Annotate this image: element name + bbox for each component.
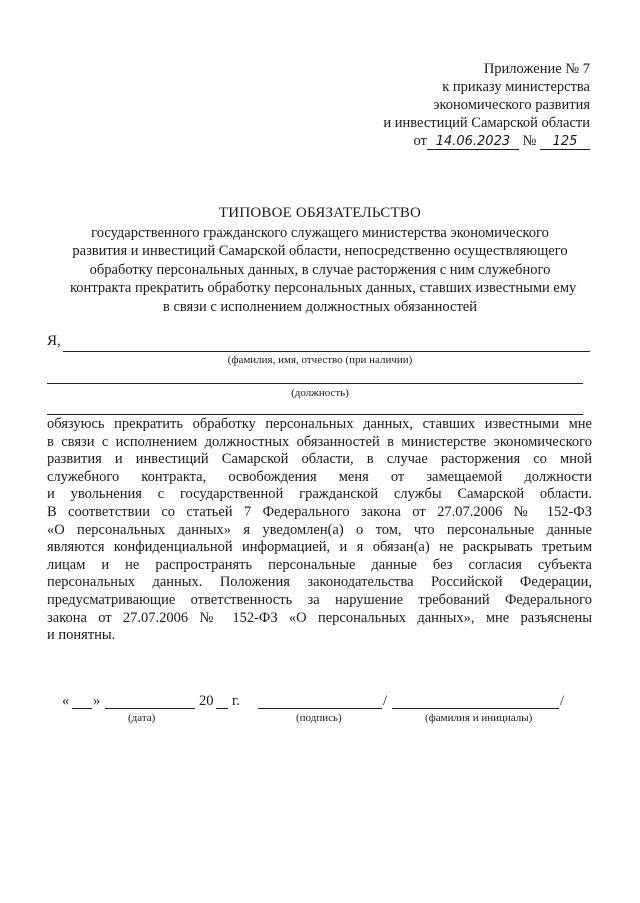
name-fill-line[interactable] [63, 351, 590, 352]
initials-fill-line[interactable] [392, 708, 559, 709]
signature-caption: (подпись) [296, 712, 342, 724]
quote-open: « [62, 693, 70, 709]
obligation-body [47, 416, 592, 645]
extra-fill-line[interactable] [47, 414, 583, 415]
subtitle-line: обработку персональных данных, в случае расторжения с ним служебного [89, 261, 551, 278]
body-line: развития и инвестиций Самарской области, в случае расторжения со мной [47, 451, 592, 468]
body-line: предусматривающие ответственность за нарушение требований Федерального [47, 591, 592, 608]
signature-fill-line[interactable] [258, 708, 382, 709]
body-line: закона от 27.07.2006 № 152-ФЗ «О персональных данных», мне разъяснены [47, 609, 592, 626]
appendix-line-2: к приказу министерства [442, 79, 590, 95]
name-caption: (фамилия, имя, отчество (при наличии) [227, 354, 413, 366]
appendix-header [383, 60, 590, 150]
body-line: в связи с исполнением должностных обязанностей в министерстве экономического [47, 433, 592, 450]
body-line: обязуюсь прекратить обработку персональных данных, ставших известными мне [47, 416, 592, 432]
subtitle-line: государственного гражданского служащего министерства экономического [91, 225, 549, 241]
body-line: В соответствии со статьей 7 Федерального закона от 27.07.2006 № 152-ФЗ [47, 503, 592, 520]
date-prefix: от [413, 133, 427, 149]
position-fill-line[interactable] [47, 383, 583, 384]
slash-separator: / [383, 693, 388, 709]
handwritten-number: 125 [540, 134, 590, 150]
body-line: и увольнения с государственной гражданской службы Самарской области. [47, 486, 592, 503]
ya-label: Я, [47, 333, 61, 349]
date-caption: (дата) [128, 712, 156, 724]
year-prefix: 20 [199, 693, 214, 709]
appendix-date-row [383, 132, 590, 150]
appendix-line-4: и инвестиций Самарской области [383, 115, 590, 131]
slash-separator: / [560, 693, 565, 709]
position-caption: (должность) [291, 387, 349, 399]
document-title: ТИПОВОЕ ОБЯЗАТЕЛЬСТВО [218, 205, 422, 221]
body-line: персональных данных. Положения законодательства Российской Федерации, [47, 574, 592, 591]
year-fill-line[interactable] [216, 708, 228, 709]
year-suffix: г. [232, 693, 240, 709]
day-fill-line[interactable] [72, 708, 92, 709]
subtitle-line: контракта прекратить обработку персональных данных, ставших известными ему [70, 280, 577, 297]
appendix-line-1: Приложение № 7 [483, 61, 590, 77]
body-line: служебного контракта, освобождения меня от замещаемой должности [47, 468, 592, 485]
subtitle-line: в связи с исполнением должностных обязанностей [162, 298, 477, 315]
body-line: «О персональных данных» я уведомлен(а) о том, что персональные данные [47, 521, 592, 538]
body-line: являются конфиденциальной информацией, и я обязан(а) не раскрывать третьим [47, 539, 592, 556]
document-subtitle [70, 224, 577, 316]
initials-caption: (фамилия и инициалы) [425, 712, 533, 724]
body-line: и понятны. [47, 627, 116, 644]
appendix-line-3: экономического развития [433, 97, 590, 113]
quote-close: » [93, 693, 101, 709]
body-line: лицам и не распространять персональные данные без согласия субъекта [47, 556, 592, 573]
month-fill-line[interactable] [105, 708, 195, 709]
subtitle-line: развития и инвестиций Самарской области, непосредственно осуществляющего [72, 243, 568, 260]
number-prefix: № [522, 133, 537, 149]
handwritten-date: 14.06.2023 [427, 134, 519, 150]
